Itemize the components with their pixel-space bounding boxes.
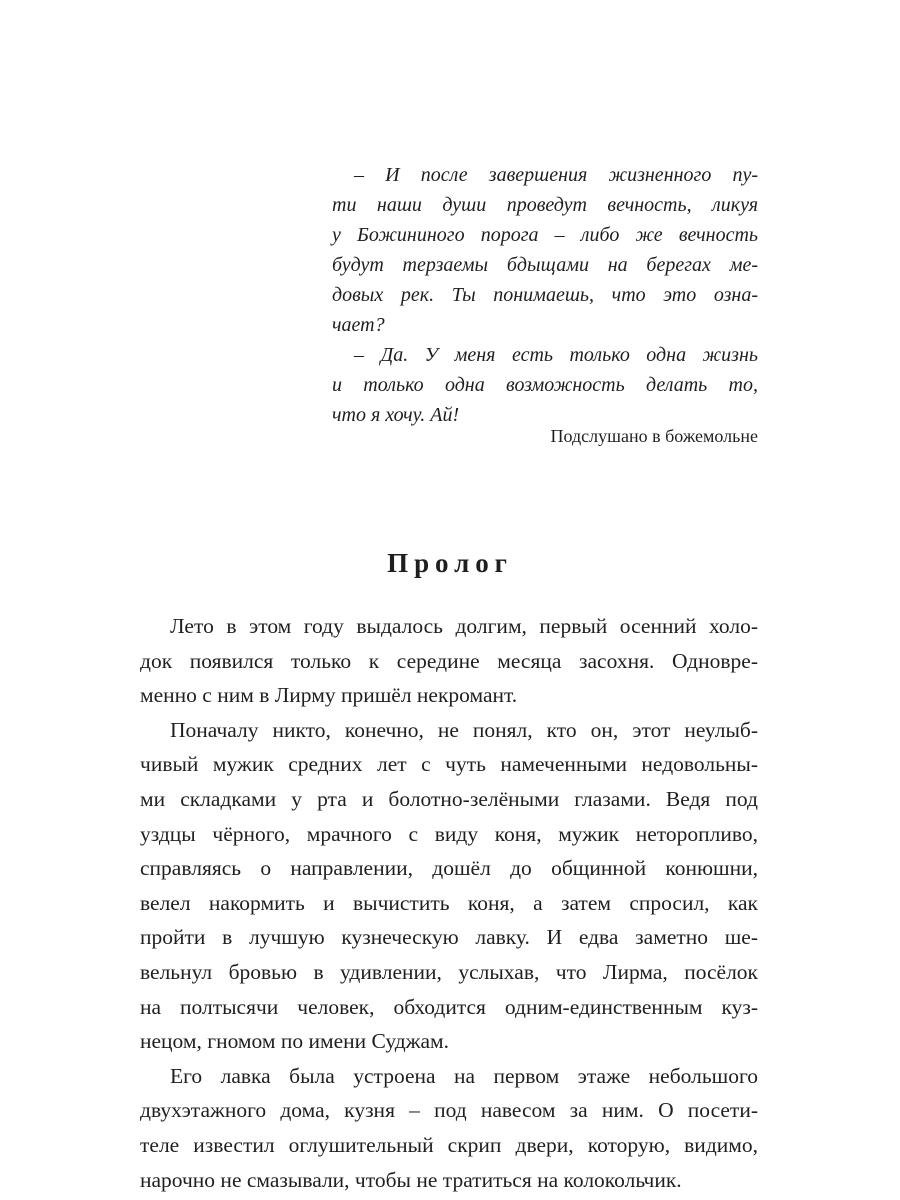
body-line: двухэтажного дома, кузня – под навесом за ним. О посети-: [140, 1098, 758, 1123]
epigraph-attribution: Подслушано в божемольне: [550, 426, 758, 446]
body-line: менно с ним в Лирму пришёл некромант.: [140, 683, 518, 708]
body-line: пройти в лучшую кузнеческую лавку. И едва заметно ше-: [140, 925, 758, 950]
body-line: велел накормить и вычистить коня, а затем спросил, как: [140, 890, 758, 915]
epigraph-line: что я хочу. Ай!: [332, 404, 460, 426]
epigraph: [332, 160, 758, 430]
epigraph-line: – Да. У меня есть только одна жизнь: [354, 344, 758, 366]
body-line: теле известил оглушительный скрип двери, которую, видимо,: [140, 1132, 758, 1157]
body-line: вельнул бровью в удивлении, услыхав, что Лирма, посёлок: [140, 959, 758, 984]
epigraph-line: у Божининого порога – либо же вечность: [332, 224, 758, 246]
epigraph-line: – И после завершения жизненного пу-: [354, 164, 758, 186]
body-line: нарочно не смазывали, чтобы не тратиться на колокольчик.: [140, 1167, 682, 1192]
chapter-body: [140, 609, 758, 1197]
body-line: справляясь о направлении, дошёл до общинной конюшни,: [140, 856, 758, 881]
body-line: Лето в этом году выдалось долгим, первый осенний холо-: [170, 614, 758, 638]
body-line: Его лавка была устроена на первом этаже небольшого: [170, 1063, 758, 1088]
body-line: док появился только к середине месяца засохня. Одновре-: [140, 648, 758, 673]
body-line: уздцы чёрного, мрачного с виду коня, мужик неторопливо,: [140, 821, 758, 846]
body-line: нецом, гномом по имени Суджам.: [140, 1029, 450, 1054]
epigraph-line: чает?: [332, 314, 385, 336]
body-line: Поначалу никто, конечно, не понял, кто он, этот неулыб-: [170, 717, 758, 742]
body-line: чивый мужик средних лет с чуть намеченными недовольны-: [140, 752, 758, 777]
chapter-title: Пролог: [387, 548, 513, 578]
body-line: на полтысячи человек, обходится одним-единственным куз-: [140, 994, 758, 1019]
body-line: ми складками у рта и болотно-зелёными глазами. Ведя под: [140, 786, 758, 811]
epigraph-line: будут терзаемы бдыщами на берегах ме-: [332, 254, 758, 276]
epigraph-line: довых рек. Ты понимаешь, что это озна-: [332, 284, 758, 306]
epigraph-line: ти наши души проведут вечность, ликуя: [332, 194, 758, 216]
epigraph-line: и только одна возможность делать то,: [332, 374, 758, 396]
